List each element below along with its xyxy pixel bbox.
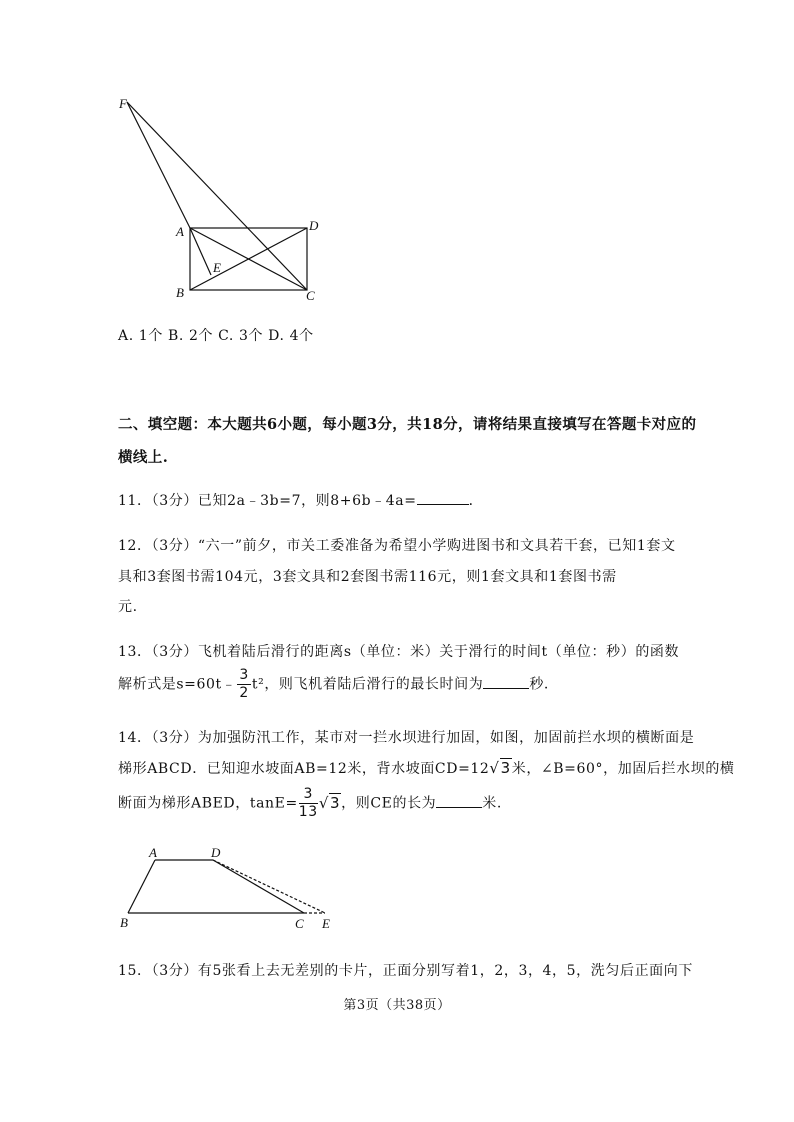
point-label-f: F xyxy=(119,96,127,111)
page-footer: 第3页（共38页） xyxy=(343,998,451,1013)
question-14-line3 xyxy=(118,786,502,821)
point-label-e: E xyxy=(213,260,221,275)
question-12-line3: 元. xyxy=(118,599,138,615)
q14-fraction xyxy=(299,786,318,821)
point-label-e: E xyxy=(322,916,330,931)
point-label-a: A xyxy=(176,224,184,239)
point-label-d: D xyxy=(309,218,319,233)
q11-text: 11．（3分）已知2a﹣3b=7，则8+6b﹣4a= xyxy=(118,493,417,509)
q14-sqrt: √3 xyxy=(489,759,511,777)
q14-line2-pre: 梯形ABCD．已知迎水坡面AB=12米，背水坡面CD=12 xyxy=(118,761,490,777)
q14-fraction-sqrt-radicand: 3 xyxy=(329,793,341,812)
q14-line3-pre: 断面为梯形ABED，tanE= xyxy=(118,795,298,812)
question-14-line2 xyxy=(118,758,735,778)
q14-sqrt-radicand: 3 xyxy=(500,759,511,777)
question-12-line1: 12．（3分）“六一”前夕，市关工委准备为希望小学购进图书和文具若干套，已知1套文 xyxy=(118,538,676,554)
question-11 xyxy=(118,490,483,510)
q13-line2-pre: 解析式是s=60t﹣ xyxy=(118,676,237,693)
question-13-line1: 13．（3分）飞机着陆后滑行的距离s（单位：米）关于滑行的时间t（单位：秒）的函数 xyxy=(118,644,680,660)
q14-line2-post: 米，∠B=60°，加固后拦水坝的横 xyxy=(511,761,735,777)
geometry-figure-trapezoid xyxy=(112,842,347,932)
q10-answer-options: A. 1个 B. 2个 C. 3个 D. 4个 xyxy=(118,328,314,344)
section-heading-line2: 横线上. xyxy=(118,449,169,466)
geometry-figure-rectangle xyxy=(110,90,330,305)
q13-line2-end: 秒. xyxy=(529,676,549,693)
q13-fraction-denominator: 2 xyxy=(239,685,249,701)
question-14-line1: 14．（3分）为加强防汛工作，某市对一拦水坝进行加固，如图，加固前拦水坝的横断面是 xyxy=(118,730,695,746)
question-12-line2: 具和3套图书需104元，3套文具和2套图书需116元，则1套文具和1套图书需 xyxy=(118,569,617,585)
point-label-d: D xyxy=(211,845,221,860)
q13-fraction xyxy=(237,667,251,702)
q14-fraction-sqrt: √3 xyxy=(318,793,341,812)
q14-fraction-denominator: 13 xyxy=(298,804,318,820)
point-label-a: A xyxy=(149,845,157,860)
question-13-line2 xyxy=(118,667,549,702)
question-15-line1: 15．（3分）有5张看上去无差别的卡片，正面分别写着1，2，3，4，5，洗匀后正面向下 xyxy=(118,963,693,979)
point-label-b: B xyxy=(176,285,184,300)
q14-answer-blank[interactable] xyxy=(436,793,482,808)
q13-line2-mid: t²，则飞机着陆后滑行的最长时间为 xyxy=(251,676,484,693)
q11-end: ． xyxy=(468,493,484,509)
q13-fraction-numerator: 3 xyxy=(239,667,249,683)
q14-line3-end: 米. xyxy=(482,795,502,812)
point-label-b: B xyxy=(120,915,128,930)
q14-fraction-numerator: 3 xyxy=(299,786,318,804)
q13-answer-blank[interactable] xyxy=(483,674,529,689)
q14-line3-mid: ，则CE的长为 xyxy=(341,795,437,812)
q11-answer-blank[interactable] xyxy=(417,490,469,505)
point-label-c: C xyxy=(306,288,315,303)
section-heading-line1: 二、填空题：本大题共6小题，每小题3分，共18分，请将结果直接填写在答题卡对应的 xyxy=(118,416,697,433)
point-label-c: C xyxy=(295,916,304,931)
